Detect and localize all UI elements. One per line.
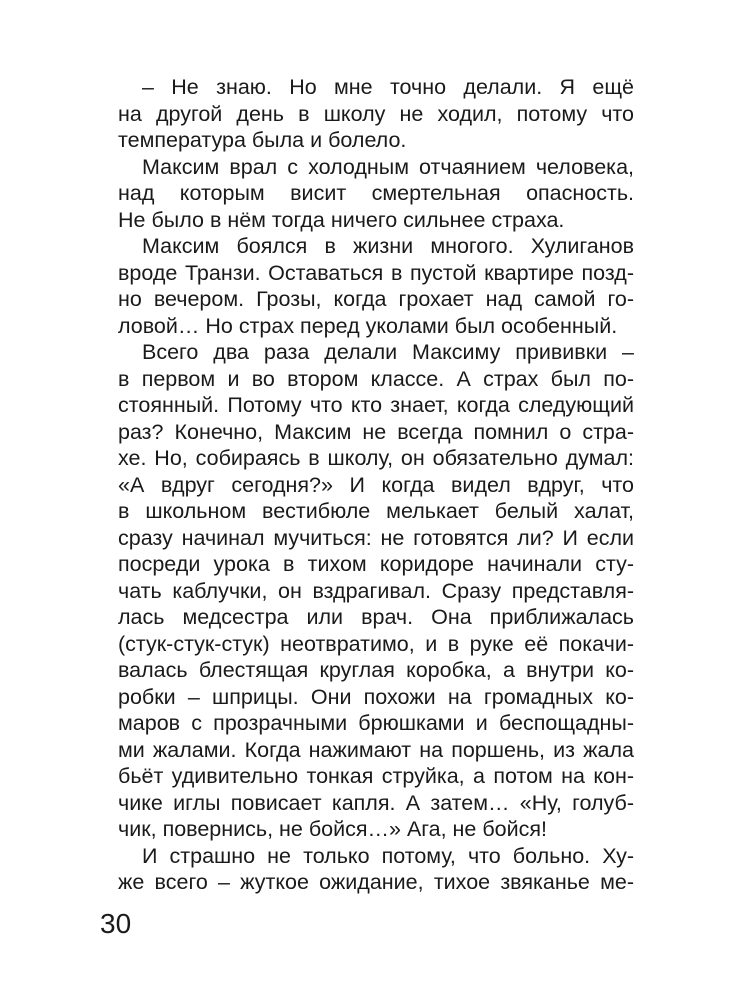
text-line: Не было в нём тогда ничего сильнее страха. <box>118 207 565 232</box>
book-page-text <box>118 74 634 896</box>
text-line: – Не знаю. Но мне точно делали. Я ещё <box>142 75 634 99</box>
text-line: ми жалами. Когда нажимают на поршень, из жала <box>118 737 634 762</box>
text-line: температура была и болело. <box>118 128 407 152</box>
text-line: валась блестящая круглая коробка, а внутри ко- <box>118 658 634 682</box>
text-line: маров с прозрачными брюшками и беспощадны- <box>118 711 634 735</box>
text-line: чать каблучки, он вздрагивал. Сразу представля- <box>118 578 634 603</box>
text-line: в первом и во втором классе. А страх был по- <box>118 366 634 391</box>
text-line: ловой… Но страх перед уколами был особенный. <box>118 313 618 338</box>
text-line: И страшно не только потому, что больно. Ху- <box>142 843 634 868</box>
text-line: в школьном вестибюле мелькает белый халат, <box>118 499 634 523</box>
text-line: Всего два раза делали Максиму прививки – <box>142 340 634 364</box>
text-line: бьёт удивительно тонкая струйка, а потом на кон- <box>118 764 634 788</box>
text-line: хе. Но, собираясь в школу, он обязательно думал: <box>118 446 634 470</box>
text-line: но вечером. Грозы, когда грохает над самой го- <box>118 287 634 311</box>
text-line: раз? Конечно, Максим не всегда помнил о стра- <box>118 419 634 444</box>
text-line: (стук-стук-стук) неотвратимо, и в руке её покачи- <box>118 631 634 656</box>
text-line: лась медсестра или врач. Она приближалась <box>118 605 634 629</box>
text-line: «А вдруг сегодня?» И когда видел вдруг, что <box>118 472 634 497</box>
text-line: же всего – жуткое ожидание, тихое звяканье ме- <box>118 870 634 894</box>
text-line: чик, повернись, не бойся…» Ага, не бойся! <box>118 817 548 841</box>
text-line: на другой день в школу не ходил, потому что <box>118 101 634 126</box>
text-line: над которым висит смертельная опасность. <box>118 181 634 205</box>
text-line: Максим врал с холодным отчаянием человека, <box>142 154 634 179</box>
text-line: посреди урока в тихом коридоре начинали сту- <box>118 552 634 576</box>
text-line: стоянный. Потому что кто знает, когда следующий <box>118 393 634 417</box>
text-line: робки – шприцы. Они похожи на громадных ко- <box>118 684 634 709</box>
page-number: 30 <box>100 908 132 939</box>
text-line: сразу начинал мучиться: не готовятся ли? И если <box>118 525 634 550</box>
text-line: вроде Транзи. Оставаться в пустой квартире позд- <box>118 260 634 285</box>
text-line: чике иглы повисает капля. А затем… «Ну, голуб- <box>118 790 634 815</box>
text-line: Максим боялся в жизни многого. Хулиганов <box>142 234 634 258</box>
